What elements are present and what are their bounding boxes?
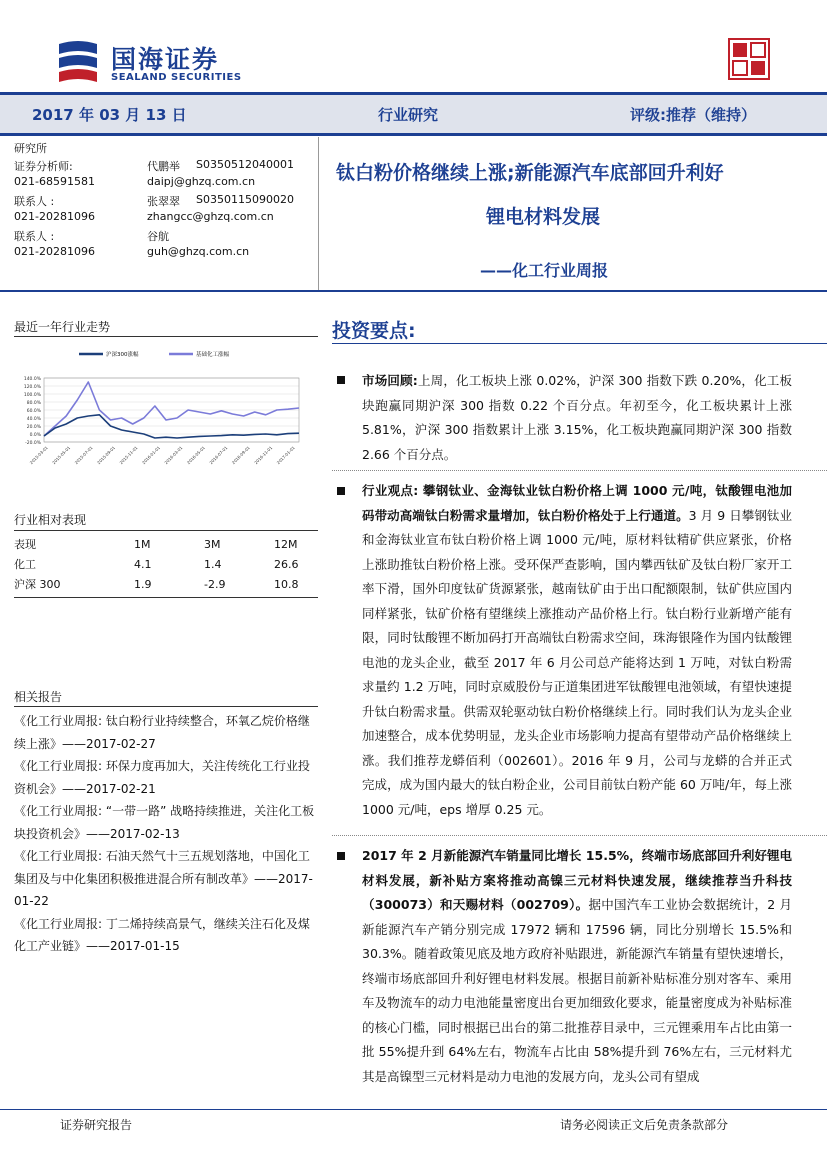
legend-label: 沪深300涨幅 bbox=[106, 352, 139, 358]
table-cell: 1.4 bbox=[204, 557, 222, 571]
logo-name-en: SEALAND SECURITIES bbox=[111, 72, 242, 83]
report-date: 2017 年 03 月 13 日 bbox=[32, 106, 187, 124]
point-body: 据中国汽车工业协会数据统计，2 月新能源汽车产销分别完成 17972 辆和 17596 辆，同比分别增长 15.5%和 30.3%。随着政策见底及地方政府补贴跟进，新能源汽车销量有望快速增长，终端市场底部回升利好锂电材料发展。根据目前新补贴标准分别对客车、乘用车及物流车的动力电池能量密度出台更加细致化要求，能量密度成为补贴标准的核心门槛，同时根据已出台的第二批推荐目录中，三元锂乘用车占比由第一批 55%提升到 64%左右，物流车占比由 58%提升到 76%左右，三元材料尤其是高镍型三元材料是动力电池的发展方向，龙头公司有望成 bbox=[362, 897, 792, 1084]
related-reports-title: 相关报告 bbox=[14, 690, 63, 704]
point-body: 3 月 9 日攀钢钛业和金海钛业宣布钛白粉价格上调 1000 元/吨，原材料钛精矿供应紧张，价格上涨助推钛白粉价格上涨。受环保严查影响，国内攀西钛矿及钛白粉厂家开工率下滑，国外印度钛矿货源紧张，越南钛矿由于出口配额限制，钛矿供应国内同样紧张，钛矿价格有望继续上涨推动产品价格上行。钛白粉行业新增产能有限，同时钛酸锂不断加码打开高端钛白粉需求空间，珠海银隆作为国内钛酸锂电池的龙头企业，截至 2017 年 6 月公司总产能将达到 1 万吨，对钛白粉需求量约 1.2 万吨，同时京威股份与正道集团进军钛酸锂电池领域，有望快速提升钛白粉需求量。供需双轮驱动钛白粉价格继续上行。同时我们认为龙头企业加速整合，成本优势明显，龙头企业市场影响力提高有望带动产品价格继续上涨。我们推荐龙蟒佰利（002601）。2016 年 9 月，公司与龙蟒的合并正式完成，成为国内最大的钛白粉企业，公司目前钛白粉产能 60 万吨/年，每上涨 1000 元/吨，eps 增厚 0.25 元。 bbox=[362, 507, 792, 817]
bullet-icon bbox=[337, 487, 345, 495]
table-cell: 1.9 bbox=[134, 577, 152, 591]
investment-point-market bbox=[362, 369, 792, 467]
analyst-name: 谷航 bbox=[147, 229, 169, 243]
analyst-label: 联系人 : bbox=[14, 229, 55, 243]
table-cell: -2.9 bbox=[204, 577, 226, 591]
analyst-row bbox=[14, 191, 314, 209]
analyst-code: S0350512040001 bbox=[196, 157, 294, 171]
x-tick-label: 2016-07-01 bbox=[208, 445, 229, 466]
trend-section-title: 最近一年行业走势 bbox=[14, 320, 111, 334]
point-body: 上周，化工板块上涨 0.02%，沪深 300 指数下跌 0.20%，化工板块跑赢同期沪深 300 指数 0.22 个百分点。年初至今，化工板块累计上涨 5.81%，沪深 300 指数累计上涨 3.15%，化工板块跑赢同期沪深 300 指数 2.66 个百分点。 bbox=[362, 373, 792, 462]
table-cell: 沪深 300 bbox=[14, 578, 61, 591]
point-heading: 2017 年 2 月新能源汽车销量同比增长 15.5%，终端市场底部回升利好锂电材料发展，新补贴方案将推动高镍三元材料快速发展，继续推荐当升科技（300073）和天赐材料（002709）。 bbox=[362, 848, 792, 912]
analyst-label: 021-68591581 bbox=[14, 175, 95, 188]
analyst-label: 联系人 : bbox=[14, 194, 55, 208]
performance-bottom-rule bbox=[14, 597, 318, 598]
x-tick-label: 2016-05-01 bbox=[185, 445, 206, 466]
table-header-row bbox=[14, 534, 318, 554]
report-title-line1: 钛白粉价格继续上涨;新能源汽车底部回升利好 bbox=[336, 162, 724, 184]
table-cell: 3M bbox=[204, 537, 221, 551]
performance-table bbox=[14, 534, 318, 594]
y-tick-label: 100.0% bbox=[23, 393, 41, 398]
x-tick-label: 2015-11-01 bbox=[118, 445, 139, 466]
analyst-row bbox=[14, 173, 314, 191]
analyst-code: S0350115090020 bbox=[196, 192, 294, 206]
analyst-name: 代鹏举 bbox=[147, 159, 180, 173]
performance-title: 行业相对表现 bbox=[14, 513, 87, 527]
analyst-code: daipj@ghzq.com.cn bbox=[147, 175, 256, 188]
table-cell: 12M bbox=[274, 537, 298, 551]
y-tick-label: 120.0% bbox=[23, 385, 41, 390]
related-report-item[interactable]: 《化工行业周报: 钛白粉行业持续整合，环氧乙烷价格继续上涨》——2017-02-27 bbox=[14, 714, 310, 751]
y-tick-label: 80.0% bbox=[26, 401, 41, 406]
table-cell: 4.1 bbox=[134, 557, 152, 571]
x-tick-label: 2016-09-01 bbox=[230, 445, 251, 466]
x-tick-label: 2016-11-01 bbox=[253, 445, 274, 466]
bullet-icon bbox=[337, 852, 345, 860]
investment-title: 投资要点: bbox=[332, 320, 416, 342]
y-tick-label: 20.0% bbox=[26, 425, 41, 430]
investment-point-industry bbox=[362, 479, 792, 822]
table-cell: 表现 bbox=[14, 538, 36, 551]
industry-trend-chart bbox=[14, 340, 314, 470]
table-cell: 1M bbox=[134, 537, 151, 551]
bullet-icon bbox=[337, 376, 345, 384]
research-seal-icon bbox=[728, 38, 770, 80]
report-title-line2: 锂电材料发展 bbox=[486, 206, 601, 228]
analyst-code: zhangcc@ghzq.com.cn bbox=[147, 210, 274, 223]
x-tick-label: 2015-03-01 bbox=[28, 445, 49, 466]
analyst-code: guh@ghzq.com.cn bbox=[147, 245, 250, 258]
analyst-label: 研究所 bbox=[14, 142, 47, 155]
y-tick-label: 60.0% bbox=[26, 409, 41, 414]
y-tick-label: -20.0% bbox=[25, 441, 41, 446]
related-reports-rule bbox=[14, 706, 318, 707]
related-reports-list bbox=[14, 710, 318, 958]
analyst-name: 张翠翠 bbox=[147, 194, 180, 208]
x-tick-label: 2016-03-01 bbox=[163, 445, 184, 466]
report-category: 行业研究 bbox=[378, 106, 439, 124]
header-divider bbox=[318, 137, 319, 290]
series-line-1 bbox=[44, 382, 299, 436]
report-header-bar bbox=[0, 92, 827, 136]
footer-rule bbox=[0, 1109, 827, 1110]
x-tick-label: 2015-09-01 bbox=[96, 445, 117, 466]
table-cell: 10.8 bbox=[274, 577, 299, 591]
company-logo bbox=[55, 38, 285, 90]
point-divider bbox=[332, 835, 827, 836]
report-rating: 评级:推荐（维持） bbox=[630, 106, 756, 124]
analyst-row bbox=[14, 243, 314, 261]
y-tick-label: 40.0% bbox=[26, 417, 41, 422]
related-report-item[interactable]: 《化工行业周报: 石油天然气十三五规划落地，中国化工集团及与中化集团积极推进混合所有制改革》——2017-01-22 bbox=[14, 849, 313, 908]
analyst-row bbox=[14, 156, 314, 174]
point-heading: 市场回顾: bbox=[362, 373, 418, 388]
legend-label: 基础化工涨幅 bbox=[196, 352, 230, 358]
y-tick-label: 140.0% bbox=[23, 377, 41, 382]
analyst-row bbox=[14, 208, 314, 226]
logo-name-cn: 国海证券 bbox=[111, 45, 220, 74]
footer-right: 请务必阅读正文后免责条款部分 bbox=[560, 1118, 729, 1132]
analyst-label: 证券分析师: bbox=[14, 159, 73, 173]
analyst-info bbox=[14, 138, 314, 261]
related-report-item[interactable]: 《化工行业周报: 环保力度再加大，关注传统化工行业投资机会》——2017-02-21 bbox=[14, 759, 310, 796]
x-tick-label: 2015-05-01 bbox=[51, 445, 72, 466]
investment-title-rule bbox=[332, 343, 827, 344]
trend-section-rule bbox=[14, 336, 318, 337]
x-tick-label: 2015-07-01 bbox=[73, 445, 94, 466]
x-tick-label: 2017-01-01 bbox=[275, 445, 296, 466]
sealand-logo-icon bbox=[55, 38, 101, 86]
analyst-label: 021-20281096 bbox=[14, 210, 95, 223]
performance-title-rule bbox=[14, 530, 318, 531]
point-heading: 行业观点: 攀钢钛业、金海钛业钛白粉价格上调 1000 元/吨，钛酸锂电池加码带动高端钛白粉需求量增加，钛白粉价格处于上行通道。 bbox=[362, 483, 792, 523]
table-row bbox=[14, 554, 318, 574]
table-cell: 化工 bbox=[14, 558, 36, 571]
analyst-row bbox=[14, 138, 314, 156]
analyst-row bbox=[14, 226, 314, 244]
related-report-item[interactable]: 《化工行业周报: 丁二烯持续高景气，继续关注石化及煤化工产业链》——2017-01-15 bbox=[14, 916, 310, 953]
header-rule bbox=[0, 290, 827, 292]
footer-left: 证券研究报告 bbox=[60, 1118, 133, 1132]
point-divider bbox=[332, 470, 827, 471]
table-row bbox=[14, 574, 318, 594]
analyst-label: 021-20281096 bbox=[14, 245, 95, 258]
report-subtitle: ——化工行业周报 bbox=[480, 261, 609, 280]
x-tick-label: 2016-01-01 bbox=[141, 445, 161, 466]
related-report-item[interactable]: 《化工行业周报: “一带一路” 战略持续推进，关注化工板块投资机会》——2017-02-13 bbox=[14, 804, 315, 841]
investment-point-ev bbox=[362, 844, 792, 1089]
table-cell: 26.6 bbox=[274, 557, 299, 571]
y-tick-label: 0.0% bbox=[29, 433, 41, 438]
